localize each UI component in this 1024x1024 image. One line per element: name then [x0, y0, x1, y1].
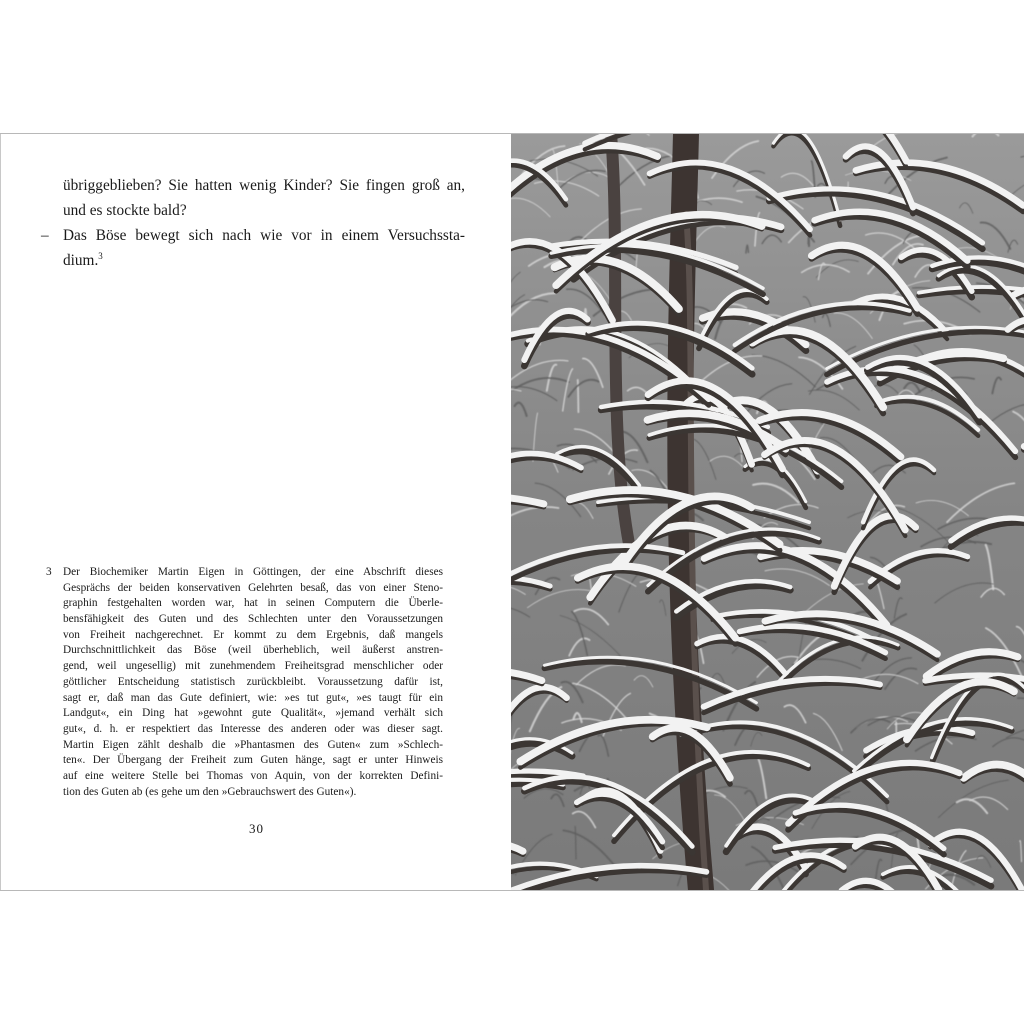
footnote-line: von Freiheit nachgerechnet. Er kommt zu dem Ergebnis, daß mangels: [63, 628, 443, 641]
footnote-line: Martin Eigen zählt deshalb die »Phantasmen des Guten« zum »Schlech-: [63, 738, 443, 751]
footnote-reference: 3: [98, 251, 103, 261]
footnote-line: tion des Guten ab (es gehe um den »Gebrauchswert des Guten«).: [63, 785, 357, 798]
footnote-line: gend, weil ungesellig) mit zunehmendem Freiheitsgrad menschlicher oder: [63, 660, 443, 673]
left-page: [0, 134, 511, 890]
text-line: [63, 248, 465, 273]
main-text-block: [41, 173, 465, 273]
book-spread: [0, 133, 1024, 891]
dialogue-text-end: dium.: [63, 252, 99, 269]
footnote-line: sagt er, daß man das Gute definiert, wie: »es tut gut«, »es taugt für ein: [63, 691, 443, 704]
footnote: [46, 565, 443, 800]
twig: [808, 237, 809, 246]
snow-tree-photo: [511, 134, 1024, 890]
page-number: 30: [249, 821, 264, 836]
footnote-line: Landgut«, ein Ding hat »gewohnt gute Qualität«, »jemand verhält sich: [63, 707, 443, 720]
text-line: übriggeblieben? Sie hatten wenig Kinder? Sie fingen groß an,: [63, 177, 465, 194]
footnote-number: 3: [46, 566, 52, 578]
footnote-line: göttlicher Entscheidung statistisch zurückbleibt. Voraussetzung dafür ist,: [63, 675, 443, 688]
dialogue-dash: –: [41, 227, 49, 244]
dialogue-line: [41, 223, 465, 248]
footnote-line: Durchschnittlichkeit das Böse (weil überheblich, weil äußerst anstren-: [63, 644, 443, 657]
footnote-line: Gesprächs der beiden konservativen Gelehrten besaß, das von einer Steno-: [63, 581, 443, 594]
footnote-line: Der Biochemiker Martin Eigen in Göttingen, der eine Abschrift dieses: [63, 566, 443, 578]
footnote-line: graphin festgehalten worden war, hat in seinen Computern die Überle-: [63, 597, 443, 610]
right-page: [511, 134, 1024, 890]
text-line: und es stockte bald?: [63, 202, 187, 219]
dialogue-text: Das Böse bewegt sich nach wie vor in einem Versuchssta-: [63, 227, 465, 244]
footnote-line: auf eine weitere Stelle bei Thomas von Aquin, von der korrekten Defini-: [63, 769, 443, 782]
footnote-line: gut«, d. h. er respektiert das Interesse des anderen oder was dieser sagt.: [63, 722, 443, 735]
footnote-line: bensfähigkeit des Guten und des Schlechten unter den Voraussetzungen: [63, 613, 443, 626]
footnote-line: ten«. Der Übergang der Freiheit zum Guten hänge, sagt er unter Hinweis: [63, 754, 443, 767]
